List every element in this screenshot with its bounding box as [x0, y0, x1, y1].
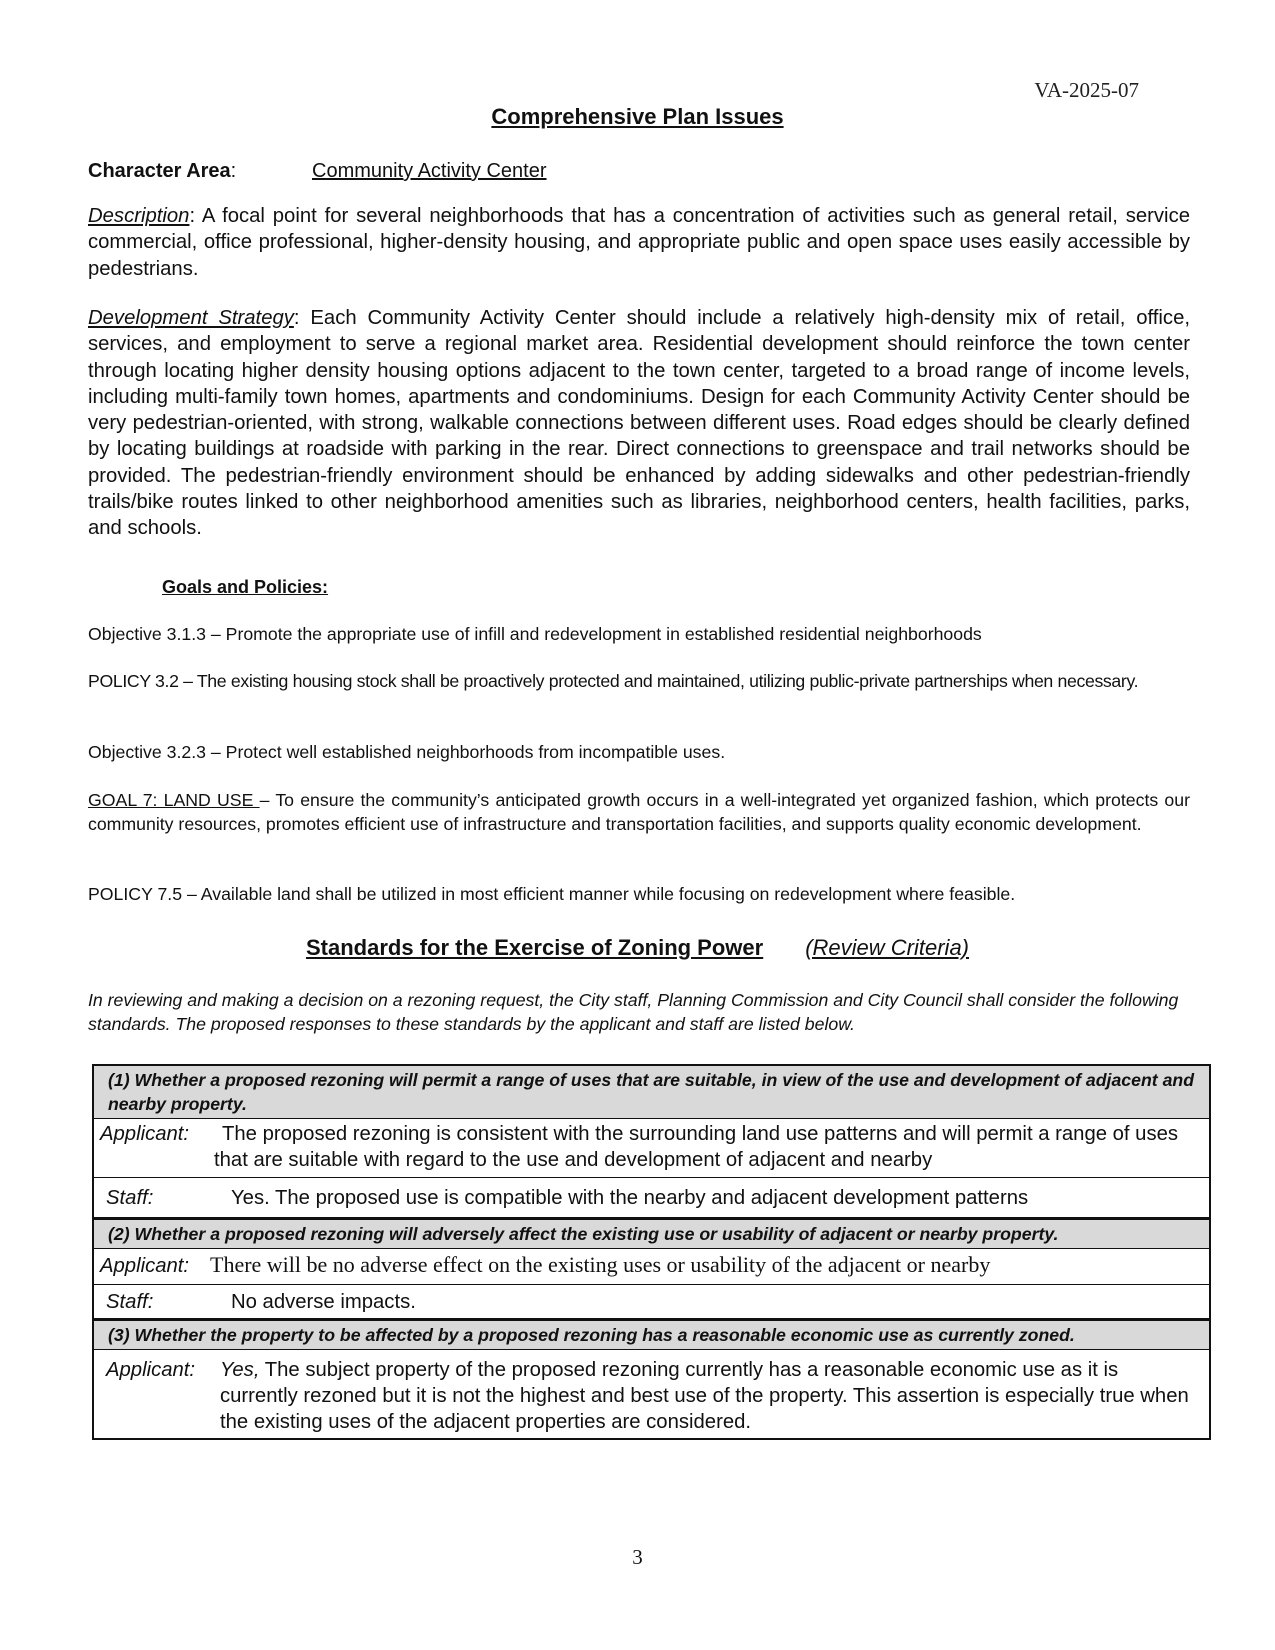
criterion-3-applicant-text-wrap: [220, 1357, 1195, 1435]
goals-heading: Goals and Policies:: [162, 577, 329, 597]
criterion-2-staff-text: No adverse impacts.: [231, 1291, 416, 1313]
criterion-2-header: (2) Whether a proposed rezoning will adversely affect the existing use or usability of adjacent or nearby property.: [94, 1217, 1209, 1249]
criterion-1-staff-row: [94, 1178, 1209, 1217]
description-label: Description: [88, 205, 190, 227]
character-area-label: Character Area: [88, 160, 231, 182]
objective-3-1-3: Objective 3.1.3 – Promote the appropriate use of infill and redevelopment in established residential neighborhoods: [88, 624, 982, 644]
criterion-1-applicant-text: The proposed rezoning is consistent with the surrounding land use patterns and will permit a range of uses that are suitable with regard to the use and development of adjacent and nearby: [214, 1123, 1179, 1171]
policy-3-2: POLICY 3.2 – The existing housing stock shall be proactively protected and maintained, utilizing public-private partnerships when necessary.: [88, 671, 1139, 691]
document-number: VA-2025-07: [1034, 78, 1139, 102]
goal-7-text: – To ensure the community’s anticipated growth occurs in a well-integrated yet organized fashion, which protects our community resources, promotes efficient use of infrastructure and transportation facilities, and supports quality economic development.: [88, 790, 1190, 834]
applicant-label: Applicant:: [106, 1359, 196, 1381]
criterion-3-header: (3) Whether the property to be affected by a proposed rezoning has a reasonable economic use as currently zoned.: [94, 1318, 1209, 1350]
criterion-3-applicant-row: [94, 1350, 1209, 1438]
criterion-2-applicant-text: There will be no adverse effect on the existing uses or usability of the adjacent or nearby: [210, 1252, 991, 1277]
objective-3-2-3: Objective 3.2.3 – Protect well established neighborhoods from incompatible uses.: [88, 742, 726, 762]
staff-label: Staff:: [106, 1187, 154, 1209]
description-text: : A focal point for several neighborhoods that has a concentration of activities such as general retail, service commercial, office professional, higher-density housing, and appropriate public and open space uses easily accessible by pedestrians.: [88, 205, 1190, 280]
standards-title: Standards for the Exercise of Zoning Power: [306, 935, 764, 960]
criterion-1-header: (1) Whether a proposed rezoning will permit a range of uses that are suitable, in view of the use and development of adjacent and nearby property.: [94, 1066, 1209, 1119]
goal-7-land-use: [88, 788, 1190, 836]
criterion-3-applicant-lead: Yes,: [220, 1359, 260, 1381]
section-title: Comprehensive Plan Issues: [491, 104, 784, 129]
standards-subtitle: (Review Criteria): [805, 935, 969, 960]
standards-intro: In reviewing and making a decision on a rezoning request, the City staff, Planning Commission and City Council shall consider the following standards. The proposed responses to these standards by the applicant and staff are listed below.: [88, 990, 1179, 1034]
applicant-label: Applicant:: [100, 1123, 190, 1145]
character-area-value: Community Activity Center: [312, 160, 547, 182]
policy-7-5: POLICY 7.5 – Available land shall be utilized in most efficient manner while focusing on redevelopment where feasible.: [88, 884, 1016, 904]
criterion-1-applicant-row: [94, 1119, 1209, 1178]
criterion-2-staff-row: [94, 1285, 1209, 1318]
criterion-1-staff-text: Yes. The proposed use is compatible with the nearby and adjacent development patterns: [231, 1187, 1029, 1209]
standards-heading: [0, 935, 1275, 961]
applicant-label: Applicant:: [100, 1255, 190, 1277]
description-paragraph: [88, 203, 1190, 282]
development-strategy-paragraph: [88, 305, 1190, 542]
development-strategy-label: Development Strategy: [88, 307, 294, 329]
page-number: 3: [632, 1545, 643, 1569]
development-strategy-text: : Each Community Activity Center should include a relatively high-density mix of retail, office, services, and employment to serve a regional market area. Residential development should reinforce the town center through locating higher density housing options adjacent to the town center, targeted to a broad range of income levels, including multi-family town homes, apartments and condominiums. Design for each Community Activity Center should be very pedestrian-oriented, with strong, walkable connections between different uses. Road edges should be clearly defined by locating buildings at roadside with parking in the rear. Direct connections to greenspace and trail networks should be provided. The pedestrian-friendly environment should be enhanced by adding sidewalks and other pedestrian-friendly trails/bike routes linked to other neighborhood amenities such as libraries, neighborhood centers, health facilities, parks, and schools.: [88, 307, 1190, 540]
review-criteria-table: [92, 1064, 1211, 1440]
criterion-3-applicant-text: The subject property of the proposed rezoning currently has a reasonable economic use as it is currently rezoned but it is not the highest and best use of the property. This assertion is especially true when the existing uses of the adjacent properties are considered.: [220, 1359, 1189, 1433]
character-area: Character Area: Community Activity Center: [88, 160, 547, 182]
goal-7-label: GOAL 7: LAND USE: [88, 790, 260, 810]
staff-label: Staff:: [106, 1291, 154, 1313]
criterion-2-applicant-row: [94, 1249, 1209, 1285]
